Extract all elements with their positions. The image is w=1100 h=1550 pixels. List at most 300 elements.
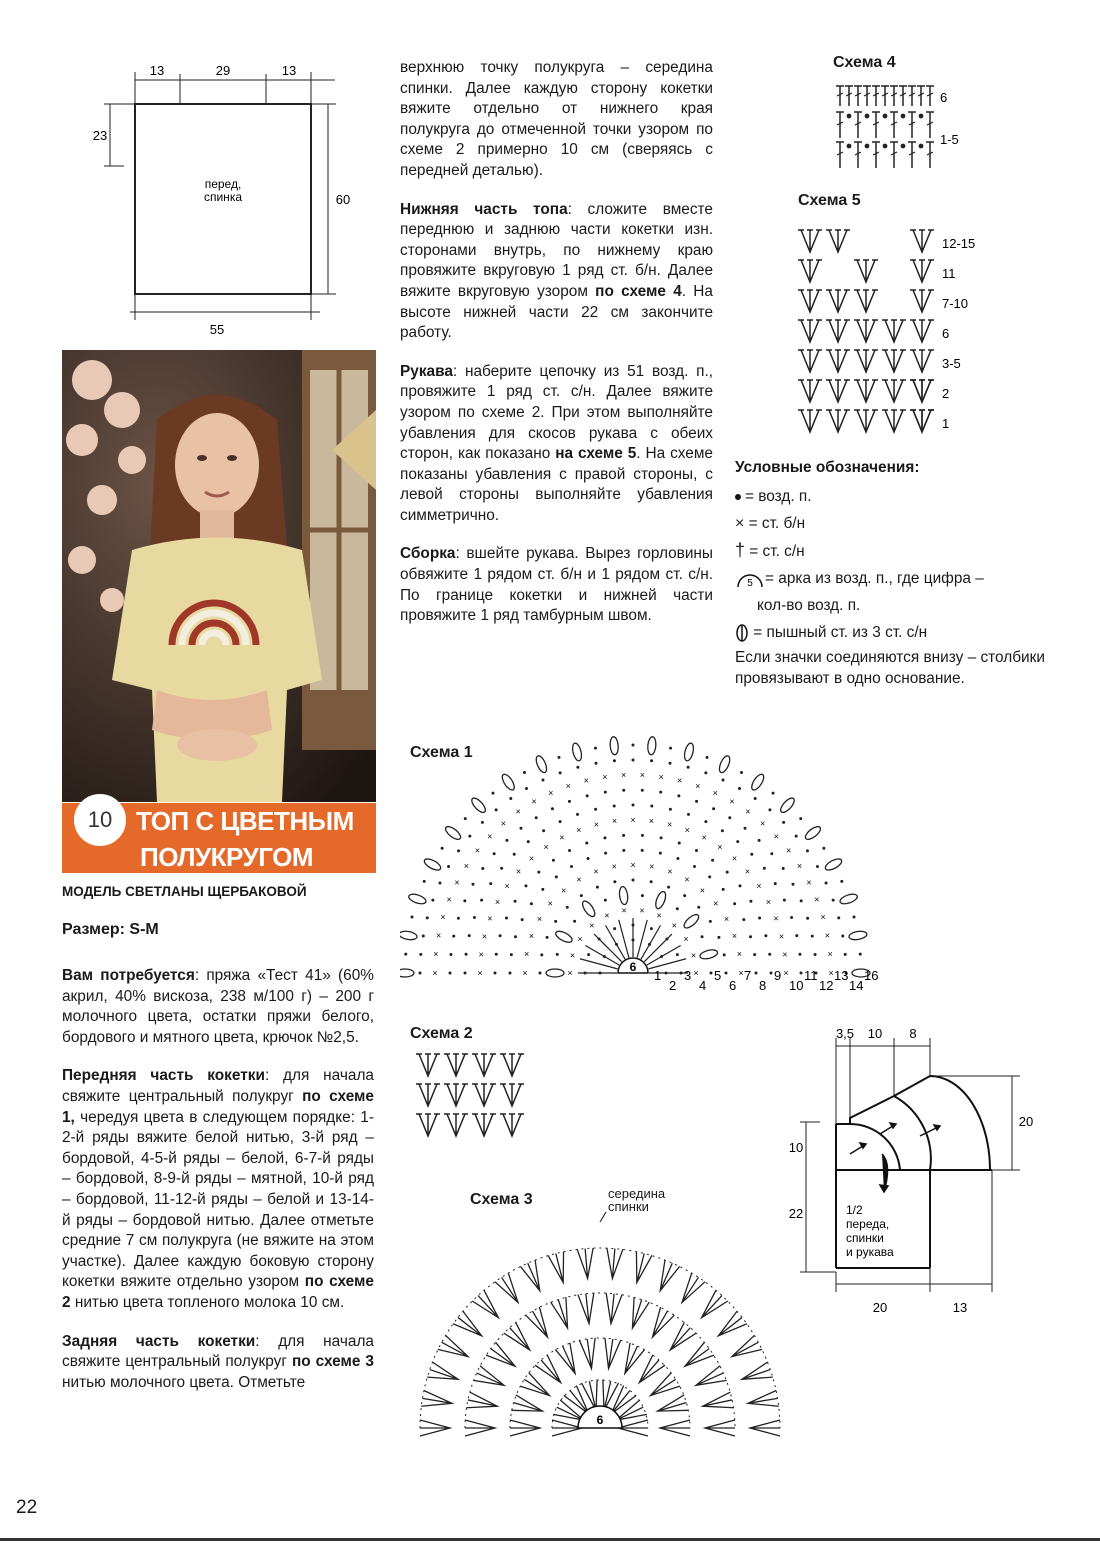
sc-stitch-mark: × bbox=[487, 913, 493, 924]
banner-title-line2: ПОЛУКРУГОМ bbox=[140, 842, 314, 872]
chain-mark bbox=[676, 907, 679, 910]
chain-mark bbox=[800, 899, 803, 902]
chain-mark bbox=[740, 771, 743, 774]
front-paragraph bbox=[62, 1066, 374, 1313]
chain-mark bbox=[811, 935, 814, 938]
chain-mark bbox=[513, 853, 516, 856]
schema1-row-number: 11 bbox=[804, 968, 818, 983]
sc-stitch-mark: × bbox=[701, 832, 707, 843]
fan-stitch-mark bbox=[453, 1311, 482, 1336]
schema1-row-number: 5 bbox=[714, 968, 722, 983]
sleeve-label-3: спинки bbox=[846, 1231, 884, 1245]
schema1-row-number: 2 bbox=[669, 978, 677, 993]
sc-stitch-mark: × bbox=[515, 866, 522, 877]
chain-mark bbox=[505, 839, 508, 842]
fan-stitch-mark bbox=[526, 1307, 548, 1337]
sc-stitch-mark: × bbox=[717, 842, 723, 853]
sc-stitch-mark: × bbox=[494, 896, 501, 907]
sc-stitch-mark: × bbox=[731, 853, 738, 864]
chain-mark bbox=[865, 114, 868, 117]
chain-mark bbox=[792, 883, 795, 886]
chain-mark bbox=[509, 797, 512, 800]
chain-mark bbox=[770, 972, 773, 975]
fan-stitch-mark bbox=[555, 1343, 575, 1374]
puff-stitch-mark bbox=[571, 742, 583, 761]
schema1-row-number: 12 bbox=[819, 978, 834, 993]
chain-mark bbox=[708, 875, 711, 878]
fan-stitch-mark bbox=[416, 1054, 440, 1076]
fan-stitch-mark bbox=[798, 380, 822, 402]
fan-stitch-mark bbox=[882, 320, 906, 342]
chain-mark bbox=[695, 800, 698, 803]
chain-mark bbox=[832, 899, 835, 902]
bottom-text-a: : сложите вместе переднюю и заднюю части кокетки изн. сторонами внутрь, по нижнему краю провяжите вкруговую 1 ряд ст. б/н. Далее вяжите вкруговую узором bbox=[400, 200, 713, 300]
chain-mark bbox=[825, 881, 828, 884]
chain-mark bbox=[464, 817, 467, 820]
fan-stitch-mark bbox=[553, 1400, 584, 1420]
back-bold: по схеме 3 bbox=[291, 1353, 374, 1371]
sc-stitch-mark: × bbox=[712, 787, 718, 798]
chain-mark bbox=[613, 805, 616, 808]
sc-stitch-mark: × bbox=[639, 770, 646, 781]
sc-stitch-mark: × bbox=[796, 860, 803, 871]
size-label: Размер: bbox=[62, 921, 125, 938]
fan-stitch-mark bbox=[472, 1114, 496, 1136]
sc-stitch-mark: × bbox=[559, 832, 565, 843]
chain-mark bbox=[859, 953, 862, 956]
sc-stitch-mark: × bbox=[454, 877, 460, 888]
puff-stitch-mark bbox=[699, 948, 718, 960]
piece-label-1: перед, bbox=[204, 177, 242, 191]
chain-mark bbox=[742, 918, 745, 921]
dim-left: 23 bbox=[92, 128, 108, 143]
chain-mark bbox=[559, 771, 562, 774]
chain-mark bbox=[659, 791, 662, 794]
chain-mark bbox=[404, 953, 407, 956]
chain-mark bbox=[499, 934, 502, 937]
sc-stitch-mark: × bbox=[677, 775, 683, 786]
chain-mark bbox=[500, 867, 503, 870]
chain-mark bbox=[706, 756, 709, 759]
chain-mark bbox=[556, 953, 559, 956]
front-label: Передняя часть кокетки bbox=[62, 1067, 265, 1085]
chain-mark bbox=[494, 972, 497, 975]
sc-stitch-mark: × bbox=[500, 818, 506, 829]
fan-stitch-mark bbox=[685, 1342, 714, 1366]
sc-stitch-mark: × bbox=[621, 905, 627, 916]
chain-mark bbox=[525, 787, 528, 790]
chain-mark bbox=[419, 953, 422, 956]
sc-stitch-mark: × bbox=[440, 912, 446, 923]
sc-stitch-mark: × bbox=[560, 885, 567, 896]
schema5-title: Схема 5 bbox=[798, 192, 861, 209]
chain-mark bbox=[540, 953, 543, 956]
chain-mark bbox=[901, 114, 904, 117]
dc-stitch-mark bbox=[644, 934, 672, 962]
chain-dot-icon bbox=[735, 494, 741, 500]
chain-mark bbox=[721, 829, 724, 832]
sc-stitch-mark: × bbox=[548, 787, 554, 798]
chain-mark bbox=[774, 882, 777, 885]
chain-mark bbox=[768, 808, 771, 811]
schema5-row-1: 1 bbox=[942, 416, 950, 431]
chain-mark bbox=[847, 114, 850, 117]
chain-mark bbox=[919, 144, 922, 147]
schema5-row-7-10: 7-10 bbox=[942, 296, 969, 311]
sc-stitch-mark: × bbox=[693, 968, 699, 978]
sc-stitch-mark: × bbox=[435, 930, 442, 941]
puff-stitch-mark bbox=[717, 754, 732, 774]
chain-mark bbox=[566, 906, 569, 909]
puff-stitch-mark bbox=[554, 929, 574, 944]
chain-mark bbox=[573, 920, 576, 923]
puff-stitch-mark bbox=[749, 772, 766, 791]
chain-mark bbox=[704, 820, 707, 823]
fan-stitch-mark bbox=[732, 1335, 762, 1356]
sc-stitch-mark: × bbox=[589, 920, 595, 931]
fan-stitch-mark bbox=[535, 1355, 561, 1383]
sc-stitch-mark: × bbox=[565, 780, 571, 791]
sc-stitch-mark: × bbox=[765, 896, 772, 907]
front-back-pattern-diagram bbox=[80, 58, 370, 348]
chain-mark bbox=[763, 867, 766, 870]
sc-stitch-mark: × bbox=[684, 874, 690, 885]
fan-stitch-mark bbox=[444, 1114, 468, 1136]
chain-mark bbox=[883, 144, 886, 147]
fan-stitch-mark bbox=[798, 230, 822, 252]
chain-mark bbox=[728, 816, 731, 819]
fan-stitch-mark bbox=[658, 1395, 689, 1411]
chain-mark bbox=[613, 759, 616, 762]
sc-stitch-mark: × bbox=[736, 949, 742, 960]
legend-sc-text: = ст. б/н bbox=[748, 515, 806, 532]
sleeve-dim-bottom-1: 20 bbox=[872, 1300, 888, 1315]
chain-mark bbox=[431, 899, 434, 902]
chain-mark bbox=[822, 847, 825, 850]
back-label: Задняя часть кокетки bbox=[62, 1332, 256, 1350]
fan-stitch-mark bbox=[520, 1260, 539, 1291]
fan-stitch-mark bbox=[826, 350, 850, 372]
legend-item-arch bbox=[735, 565, 1045, 592]
legend-chain-text: = возд. п. bbox=[745, 488, 812, 505]
chain-mark bbox=[481, 821, 484, 824]
chain-mark bbox=[641, 849, 644, 852]
chain-mark bbox=[613, 927, 616, 930]
chain-mark bbox=[537, 871, 540, 874]
sleeve-text-a: : наберите цепочку из 51 возд. п., провяжите 1 ряд ст. с/н. Далее вяжите узором по схеме 2. При этом выполняйте убавления для скосов рукава с обеих сторон, как показано bbox=[400, 362, 713, 463]
chain-mark bbox=[587, 953, 590, 956]
schema1-row-number: 3 bbox=[684, 968, 692, 983]
schema1-row-number: 6 bbox=[729, 978, 737, 993]
fan-stitch-mark bbox=[504, 1322, 530, 1350]
chain-mark bbox=[722, 888, 725, 891]
chain-mark bbox=[622, 834, 625, 837]
chain-mark bbox=[650, 927, 653, 930]
fan-stitch-mark bbox=[854, 260, 878, 282]
legend-item-sc bbox=[735, 510, 1045, 537]
fan-stitch-mark bbox=[826, 230, 850, 252]
banner-number: 10 bbox=[74, 794, 126, 846]
puff-stitch-mark bbox=[444, 824, 463, 841]
fan-stitch-mark bbox=[798, 320, 822, 342]
chain-mark bbox=[844, 953, 847, 956]
sc-stitch-mark: × bbox=[723, 914, 730, 924]
fan-stitch-mark bbox=[421, 1390, 452, 1406]
dim-top-2: 29 bbox=[215, 63, 231, 78]
chain-mark bbox=[464, 972, 467, 975]
schema1-title: Схема 1 bbox=[410, 744, 473, 761]
fan-stitch-mark bbox=[578, 1293, 594, 1324]
sc-stitch-mark: × bbox=[611, 816, 618, 827]
schema2-chart bbox=[414, 1050, 534, 1146]
chain-mark bbox=[457, 917, 460, 920]
sc-stitch-mark: × bbox=[760, 818, 766, 829]
chain-mark bbox=[557, 756, 560, 759]
fan-stitch-mark bbox=[718, 1311, 747, 1336]
sleeve-dim-left-bottom: 22 bbox=[788, 1206, 804, 1221]
front-text-b: чередуя цвета в следующем порядке: 1-2-й ряды вяжите белой нитью, 3-й ряд – бордовой, 4-5-й ряды – белой, 6-7-й ряды – бордовой, 8-9-й ряды – мятной, 10-й ряд – бордовой, 11-12-й ряды – белой и 13-14-й ряды – бордовой нитью. Далее отметьте средние 7 см полукруга (не вяжите на этом участке). Далее каждую боковую сторону кокетки вяжите отдельно узором bbox=[62, 1108, 374, 1291]
chain-mark bbox=[798, 953, 801, 956]
sc-stitch-mark: × bbox=[773, 831, 779, 842]
sc-stitch-mark: × bbox=[828, 968, 834, 978]
chain-mark bbox=[604, 791, 607, 794]
fan-stitch-mark bbox=[472, 1290, 498, 1317]
sc-stitch-mark: × bbox=[604, 910, 610, 921]
chain-mark bbox=[659, 852, 662, 855]
chain-mark bbox=[650, 880, 653, 883]
fan-stitch-mark bbox=[910, 380, 934, 402]
chain-mark bbox=[736, 840, 739, 843]
fan-stitch-mark bbox=[582, 1379, 598, 1410]
schema3-center: 6 bbox=[596, 1413, 604, 1427]
chain-mark bbox=[632, 804, 635, 807]
schema3-title: Схема 3 bbox=[470, 1191, 533, 1208]
chain-mark bbox=[576, 766, 579, 769]
chain-mark bbox=[576, 813, 579, 816]
sc-stitch-mark: × bbox=[745, 806, 751, 817]
chain-mark bbox=[519, 827, 522, 830]
back-paragraph bbox=[62, 1332, 374, 1394]
schema3-chart bbox=[400, 1210, 810, 1450]
chain-mark bbox=[669, 747, 672, 750]
chain-mark bbox=[660, 836, 663, 839]
chain-mark bbox=[709, 920, 712, 923]
sc-stitch-mark: × bbox=[806, 877, 812, 888]
chain-mark bbox=[795, 835, 798, 838]
dc-stitch-icon: † bbox=[735, 540, 746, 560]
sc-stitch-mark: × bbox=[713, 898, 719, 909]
sleeve-dim-right: 20 bbox=[1018, 1114, 1034, 1129]
size-line bbox=[62, 921, 159, 939]
puff-stitch-mark bbox=[647, 736, 656, 755]
chain-mark bbox=[770, 852, 773, 855]
fan-stitch-mark bbox=[798, 410, 822, 432]
fan-stitch-mark bbox=[882, 350, 906, 372]
sleeve-paragraph bbox=[400, 362, 713, 527]
back-text-a: : для начала свяжите центральный полукруг bbox=[62, 1332, 374, 1371]
chain-mark bbox=[489, 882, 492, 885]
chain-mark bbox=[480, 899, 483, 902]
chain-mark bbox=[559, 820, 562, 823]
chain-mark bbox=[711, 859, 714, 862]
fan-stitch-mark bbox=[511, 1395, 542, 1411]
chain-mark bbox=[449, 953, 452, 956]
puff-stitch-mark bbox=[423, 857, 443, 873]
fan-stitch-mark bbox=[500, 1054, 524, 1076]
bottom-bold: по схеме 4 bbox=[595, 282, 682, 300]
dim-right: 60 bbox=[335, 192, 351, 207]
fan-stitch-mark bbox=[500, 1114, 524, 1136]
chain-mark bbox=[650, 805, 653, 808]
chain-mark bbox=[468, 934, 471, 937]
chain-mark bbox=[806, 917, 809, 920]
front-bold-b: по схеме 2 bbox=[62, 1273, 374, 1311]
sc-stitch-mark: × bbox=[738, 968, 744, 978]
fan-stitch-mark bbox=[636, 1252, 652, 1283]
chain-mark bbox=[441, 847, 444, 850]
sc-stitch-mark: × bbox=[782, 949, 788, 960]
fan-stitch-mark bbox=[466, 1392, 497, 1408]
chain-mark bbox=[701, 935, 704, 938]
dim-top-1: 13 bbox=[149, 63, 165, 78]
sc-stitch-mark: × bbox=[699, 885, 706, 896]
fan-stitch-mark bbox=[670, 1322, 696, 1350]
chain-mark bbox=[580, 894, 583, 897]
schema5-row-6: 6 bbox=[942, 326, 950, 341]
schema1-center: 6 bbox=[629, 960, 637, 974]
sc-stitch-mark: × bbox=[602, 772, 608, 783]
sc-stitch-mark: × bbox=[583, 775, 589, 786]
sc-stitch-mark: × bbox=[522, 968, 528, 978]
schema5-row-11: 11 bbox=[942, 266, 956, 281]
puff-stitch-mark bbox=[470, 796, 488, 815]
back-continued: верхнюю точку полукруга – середина спинки. Далее каждую сторону кокетки вяжите отдельно от нижнего края полукруга до отмеченной точки узором по схеме 2 примерно 10 см (сверяясь с передней деталью). bbox=[400, 59, 713, 179]
fan-stitch-mark bbox=[444, 1084, 468, 1106]
front-bold-a: по схеме 1, bbox=[62, 1087, 374, 1126]
chain-mark bbox=[749, 900, 752, 903]
fan-stitch-mark bbox=[660, 1260, 679, 1291]
dim-bottom: 55 bbox=[209, 322, 225, 337]
chain-mark bbox=[919, 114, 922, 117]
chain-mark bbox=[465, 953, 468, 956]
sc-stitch-mark: × bbox=[432, 968, 438, 978]
chain-mark bbox=[750, 853, 753, 856]
chain-mark bbox=[632, 879, 635, 882]
sc-stitch-mark: × bbox=[824, 930, 831, 941]
chain-mark bbox=[799, 817, 802, 820]
assembly-label: Сборка bbox=[400, 545, 456, 563]
legend-note: Если значки соединяются внизу – столбики провязывают в одно основание. bbox=[735, 649, 1045, 687]
chain-mark bbox=[676, 857, 679, 860]
chain-mark bbox=[596, 886, 599, 889]
sc-stitch-mark: × bbox=[639, 905, 645, 916]
fan-stitch-mark bbox=[854, 320, 878, 342]
chain-mark bbox=[901, 144, 904, 147]
sc-stitch-mark: × bbox=[620, 770, 627, 781]
cross-icon: × bbox=[735, 515, 745, 532]
fan-stitch-mark bbox=[798, 260, 822, 282]
sleeve-bold: на схеме 5 bbox=[555, 445, 637, 463]
chain-mark bbox=[426, 916, 429, 919]
sc-stitch-mark: × bbox=[683, 933, 689, 944]
chain-mark bbox=[491, 792, 494, 795]
sc-stitch-mark: × bbox=[536, 914, 543, 924]
fan-stitch-mark bbox=[444, 1054, 468, 1076]
materials-text: : пряжа «Тест 41» (60% акрил, 40% вискоза, 238 м/100 г) – 200 г молочного цвета, остатки пряжи белого, бордового и мятного цвета, крючок №2,5. bbox=[62, 967, 374, 1046]
chain-mark bbox=[542, 829, 545, 832]
sc-stitch-mark: × bbox=[487, 831, 493, 842]
chain-mark bbox=[587, 857, 590, 860]
chain-mark bbox=[712, 807, 715, 810]
chain-mark bbox=[521, 918, 524, 921]
fan-stitch-mark bbox=[465, 1420, 495, 1436]
sc-stitch-mark: × bbox=[531, 796, 537, 807]
chain-mark bbox=[800, 972, 803, 975]
chain-mark bbox=[704, 771, 707, 774]
sleeve-label-2: переда, bbox=[846, 1217, 890, 1231]
sleeve-label-4: и рукава bbox=[846, 1245, 894, 1259]
schema1-row-number: 16 bbox=[864, 968, 879, 983]
fan-stitch-mark bbox=[473, 1366, 504, 1386]
chain-mark bbox=[687, 813, 690, 816]
chain-mark bbox=[650, 759, 653, 762]
schema5-row-3-5: 3-5 bbox=[942, 356, 961, 371]
chain-mark bbox=[524, 884, 527, 887]
chain-mark bbox=[883, 114, 886, 117]
schema4-row-6: 6 bbox=[940, 90, 948, 105]
fan-stitch-mark bbox=[826, 320, 850, 342]
chain-mark bbox=[509, 972, 512, 975]
sc-stitch-mark: × bbox=[481, 931, 488, 942]
sc-stitch-mark: × bbox=[778, 931, 785, 942]
sc-stitch-mark: × bbox=[569, 950, 576, 961]
chain-mark bbox=[595, 762, 598, 765]
chain-mark bbox=[641, 894, 644, 897]
puff-stitch-mark bbox=[609, 736, 618, 755]
puff-stitch-mark bbox=[400, 969, 414, 977]
sc-stitch-mark: × bbox=[783, 968, 789, 978]
chain-mark bbox=[754, 797, 757, 800]
fan-stitch-mark bbox=[427, 1362, 458, 1379]
fan-stitch-mark bbox=[660, 1420, 690, 1436]
fan-stitch-mark bbox=[510, 1420, 540, 1436]
fan-stitch-mark bbox=[551, 1297, 568, 1328]
chain-mark bbox=[710, 972, 713, 975]
chain-mark bbox=[495, 808, 498, 811]
chain-mark bbox=[753, 953, 756, 956]
chain-mark bbox=[865, 144, 868, 147]
chain-mark bbox=[551, 807, 554, 810]
puff-stitch-mark bbox=[778, 796, 796, 815]
chain-mark bbox=[744, 827, 747, 830]
legend-puff-text: = пышный ст. из 3 ст. с/н bbox=[753, 624, 928, 641]
chain-mark bbox=[514, 900, 517, 903]
chain-mark bbox=[632, 759, 635, 762]
chain-mark bbox=[422, 935, 425, 938]
chain-mark bbox=[841, 935, 844, 938]
piece-label-2: спинка bbox=[203, 190, 243, 204]
fan-stitch-mark bbox=[653, 1307, 675, 1337]
sleeve-label: Рукава bbox=[400, 362, 453, 380]
schema1-row-number: 8 bbox=[759, 978, 767, 993]
schema1-row-number: 1 bbox=[654, 968, 662, 983]
middle-column-text bbox=[400, 58, 713, 645]
left-column-text bbox=[62, 966, 374, 1411]
sc-stitch-mark: × bbox=[656, 910, 662, 921]
fan-stitch-mark bbox=[826, 290, 850, 312]
sc-stitch-mark: × bbox=[446, 894, 452, 905]
chain-mark bbox=[668, 762, 671, 765]
